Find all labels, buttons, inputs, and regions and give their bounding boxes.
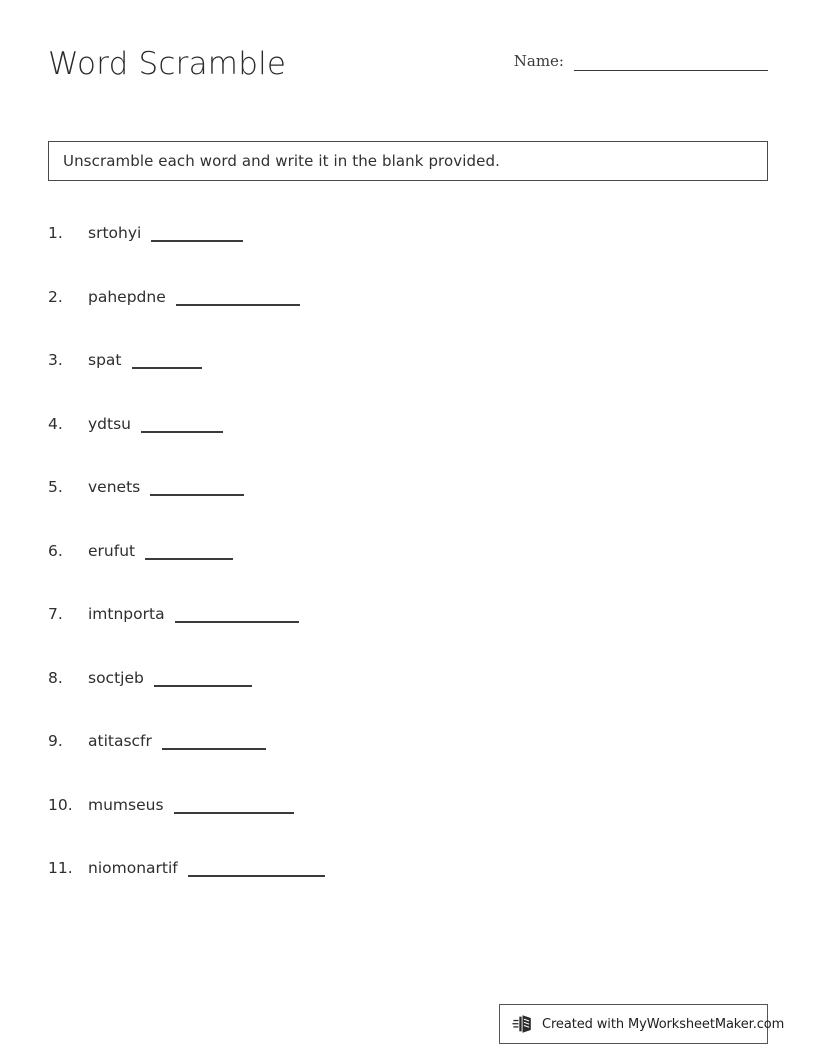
item-number: 4. bbox=[48, 414, 63, 433]
scrambled-word: atitascfr bbox=[88, 732, 152, 750]
item-number: 5. bbox=[48, 478, 63, 496]
scramble-item-row bbox=[48, 222, 768, 286]
scramble-item-row bbox=[48, 667, 768, 731]
answer-blank[interactable] bbox=[154, 667, 252, 687]
scrambled-word: ydtsu bbox=[88, 414, 131, 433]
scramble-item-row bbox=[48, 857, 768, 921]
scramble-item-row bbox=[48, 413, 768, 477]
answer-blank[interactable] bbox=[176, 286, 300, 306]
scrambled-word: imtnporta bbox=[88, 605, 165, 623]
scramble-item-row bbox=[48, 349, 768, 413]
answer-blank[interactable] bbox=[132, 349, 202, 369]
worksheet-header bbox=[48, 44, 768, 100]
scrambled-word: mumseus bbox=[88, 795, 164, 814]
answer-blank[interactable] bbox=[188, 857, 325, 877]
scrambled-word: srtohyi bbox=[88, 224, 142, 242]
answer-blank[interactable] bbox=[141, 413, 223, 433]
scramble-item-row bbox=[48, 286, 768, 350]
item-number: 3. bbox=[48, 351, 63, 369]
scramble-item-row bbox=[48, 603, 768, 667]
scrambled-word: soctjeb bbox=[88, 668, 144, 687]
item-number: 6. bbox=[48, 541, 63, 560]
item-number: 11. bbox=[48, 859, 73, 877]
scrambled-word: niomonartif bbox=[88, 859, 178, 877]
name-label: Name: bbox=[513, 52, 564, 70]
instruction-box bbox=[48, 141, 768, 181]
scrambled-word: spat bbox=[88, 351, 122, 369]
answer-blank[interactable] bbox=[145, 540, 233, 560]
worksheet-maker-logo-icon bbox=[512, 1013, 534, 1035]
item-number: 9. bbox=[48, 732, 63, 750]
item-number: 8. bbox=[48, 668, 63, 687]
item-number: 2. bbox=[48, 287, 63, 306]
scrambled-word: pahepdne bbox=[88, 287, 166, 306]
name-field-group bbox=[514, 52, 768, 71]
page-title: Word Scramble bbox=[48, 46, 287, 82]
answer-blank[interactable] bbox=[150, 476, 244, 496]
scramble-item-row bbox=[48, 794, 768, 858]
scramble-item-row bbox=[48, 476, 768, 540]
answer-blank[interactable] bbox=[174, 794, 294, 814]
scramble-item-row bbox=[48, 730, 768, 794]
footer-attribution-badge[interactable] bbox=[499, 1004, 785, 1044]
scramble-item-list bbox=[48, 222, 768, 921]
scramble-item-row bbox=[48, 540, 768, 604]
answer-blank[interactable] bbox=[175, 603, 299, 623]
item-number: 1. bbox=[48, 224, 63, 242]
answer-blank[interactable] bbox=[162, 730, 266, 750]
scrambled-word: venets bbox=[88, 478, 141, 496]
footer-attribution-text: Created with MyWorksheetMaker.com bbox=[542, 1016, 785, 1032]
item-number: 7. bbox=[48, 605, 63, 623]
item-number: 10. bbox=[48, 795, 73, 814]
scrambled-word: erufut bbox=[88, 541, 136, 560]
answer-blank[interactable] bbox=[151, 222, 243, 242]
instruction-text: Unscramble each word and write it in the blank provided. bbox=[63, 152, 500, 170]
name-input-blank[interactable] bbox=[574, 53, 768, 71]
